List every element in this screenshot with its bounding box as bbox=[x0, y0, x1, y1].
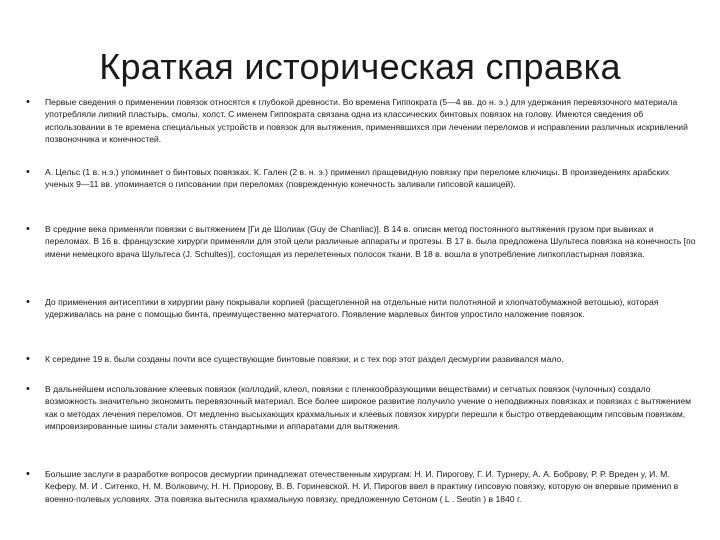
bullet-marker: • bbox=[26, 296, 30, 308]
bullet-marker: • bbox=[26, 223, 30, 235]
bullet-text: В средние века применяли повязки с вытяжением [Ги де Шолиак (Guy de Chanliac)]. В 14 в. описан метод постоянного вытяжения грузом при вывихах и переломах. В 16 в. французские хирурги применяли для этой цели различные аппараты и протезы. В 17 в. была предложена Шультеса повязка на конечность [по имени немецкого врача Шультеса (J. Schultes)], состоящая из перелетенных полосок ткани. В 18 в. вошла в употребление липкопластырная повязка. bbox=[45, 224, 696, 259]
bullet-marker: • bbox=[26, 166, 30, 178]
bullet-text: А. Цельс (1 в. н.э.) упоминает о бинтовых повязках. К. Гален (2 в. н. э.) применил пращевидную повязку при переломе ключицы. В произведениях арабских ученых 9—11 вв. упоминается о гипсовании при переломах (поврежденную конечность заливали гипсовой кашицей). bbox=[45, 167, 670, 190]
bullet-text: Первые сведения о применении повязок относятся к глубокой древности. Во времена Гиппократа (5—4 вв. до н. э.) для удержания перевязочного материала употребляли липкий пластырь, смолы, холст. С именем Гиппократа связана одна из классических бинтовых повязок на голову. Имеются сведения об использовании в те времена специальных устройств и повязок для вытяжения, применявшихся при лечении переломов и исправлении различных искривлений позвоночника и конечностей. bbox=[45, 97, 688, 145]
bullet-marker: • bbox=[26, 96, 30, 108]
bullet-text: В дальнейшем использование клеевых повязок (коллодий, клеол, повязки с пленкообразующими веществами) и сетчатых повязок (чулочных) создало возможность значительно экономить перевязочный материал. Все более широкое развитие получило учение о неподвижных повязках и повязках с вытяжением как о методах лечения переломов. От медленно высыхающих крахмальных и клеевых повязок хирурги перешли к быстро отвердевающим гипсовым повязкам, импровизированные шины стали заменять стандартными и аппаратами для вытяжения. bbox=[45, 384, 692, 432]
slide-title: Краткая историческая справка bbox=[99, 46, 621, 87]
bullet-text: До применения антисептики в хирургии рану покрывали корпией (расщепленной на отдельные нити полотняной и хлопчатобумажной ветошью), которая удерживалась на ране с помощью бинта, преимущественно матерчатого. Появление марлевых бинтов упростило наложение повязок. bbox=[45, 297, 659, 320]
bullet-marker: • bbox=[26, 353, 30, 365]
bullet-text: Большие заслуги в разработке вопросов десмургии принадлежат отечественным хирургам: Н. И. Пирогову, Г. И. Турнеру, А. А. Боброву, Р. Р. Вреден у, И. М. Кеферу, М. И . Ситенко, Н. М. Волковичу, Н. Н. Приорову, В. В. Гориневской. Н. И. Пирогов ввел в практику гипсовую повязку, которую он впервые применил в военно-полевых условиях. Эта повязка вытеснила крахмальную повязку, предложенную Сетоном ( L . Seutin ) в 1840 г. bbox=[45, 469, 679, 504]
bullet-text: К середине 19 в. были созданы почти все существующие бинтовые повязки, и с тех пор этот раздел десмургии развивался мало. bbox=[45, 354, 564, 364]
bullet-marker: • bbox=[26, 468, 30, 480]
bullet-marker: • bbox=[26, 383, 30, 395]
